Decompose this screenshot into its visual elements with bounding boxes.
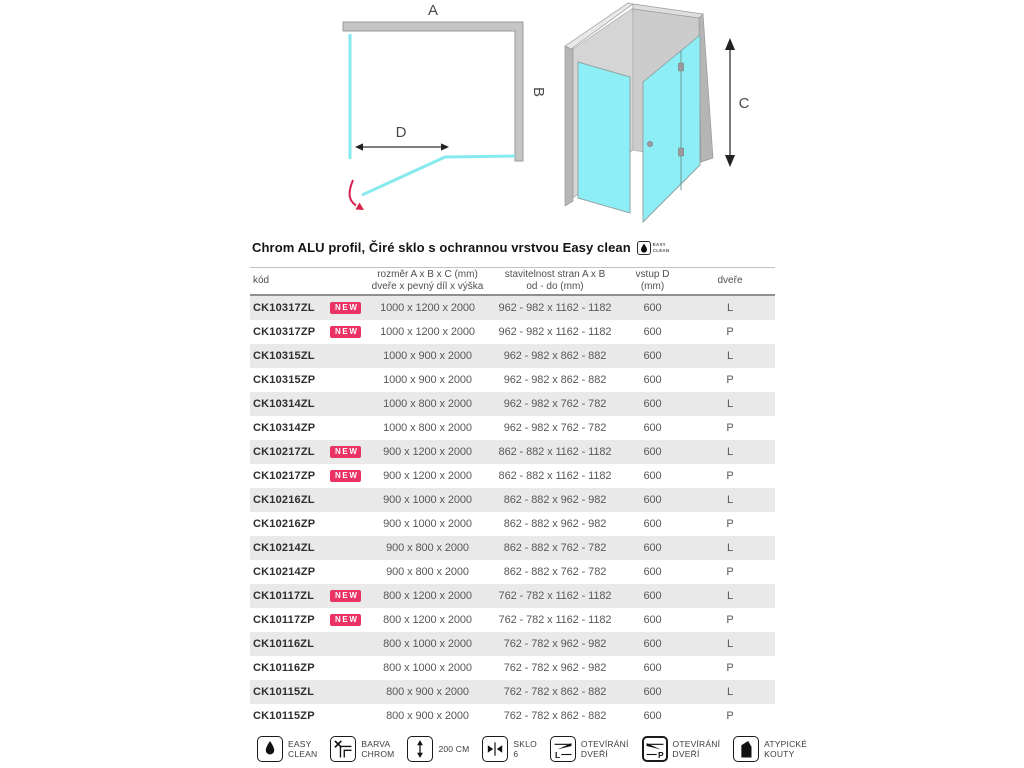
door-knob	[647, 141, 652, 146]
easy-clean-badge	[637, 241, 670, 255]
product-code: CK10315ZL	[253, 350, 315, 362]
size-value: 900 x 1000 x 2000	[383, 494, 472, 506]
size-value: 800 x 1200 x 2000	[383, 590, 472, 602]
height-arrow	[725, 38, 735, 167]
product-code: CK10115ZP	[253, 710, 315, 722]
table-row	[250, 368, 775, 392]
table-row	[250, 704, 775, 728]
door-value: P	[726, 422, 734, 434]
new-badge: NEW	[330, 302, 361, 314]
dimension-label-b: B	[530, 86, 547, 98]
table-body	[250, 296, 775, 728]
table-row	[250, 440, 775, 464]
door-value: L	[726, 494, 734, 506]
dimension-label-d: D	[395, 124, 407, 141]
table-row	[250, 344, 775, 368]
table-row	[250, 512, 775, 536]
legend	[257, 736, 807, 762]
door-value: P	[726, 374, 734, 386]
product-code: CK10314ZP	[253, 422, 316, 434]
table-row	[250, 296, 775, 320]
size-value: 1000 x 1200 x 2000	[380, 302, 475, 314]
chrome-profile-icon	[330, 736, 356, 762]
entry-value: 600	[643, 614, 662, 626]
column-header-dvere: dveře	[717, 275, 743, 287]
door-value: L	[726, 398, 734, 410]
entry-value: 600	[643, 638, 662, 650]
table-row	[250, 320, 775, 344]
table-row	[250, 416, 775, 440]
entry-value: 600	[643, 374, 662, 386]
door-opening-right-icon	[642, 736, 668, 762]
column-header-kod: kód	[253, 275, 270, 287]
column-header-rozmer: rozměr A x B x C (mm) dveře x pevný díl x výška	[371, 269, 484, 292]
legend-item-opening-left: L OTEVÍRÁNÍ DVEŘÍ	[550, 736, 629, 762]
product-code: CK10117ZP	[253, 614, 315, 626]
size-value: 800 x 1000 x 2000	[383, 638, 472, 650]
iso-view-diagram	[545, 0, 775, 240]
size-value: 1000 x 900 x 2000	[383, 374, 472, 386]
range-value: 762 - 782 x 862 - 882	[503, 686, 607, 698]
product-code: CK10315ZP	[253, 374, 316, 386]
product-code: CK10314ZL	[253, 398, 315, 410]
range-value: 762 - 782 x 1162 - 1182	[498, 614, 612, 626]
entry-value: 600	[643, 326, 662, 338]
page-title: Chrom ALU profil, Čiré sklo s ochrannou vrstvou Easy clean	[252, 240, 631, 255]
legend-item-opening-right: P OTEVÍRÁNÍ DVEŘÍ	[642, 736, 721, 762]
door-value: L	[726, 350, 734, 362]
product-code: CK10214ZP	[253, 566, 316, 578]
table-row	[250, 488, 775, 512]
entry-value: 600	[643, 590, 662, 602]
entry-value: 600	[643, 494, 662, 506]
door-value: L	[726, 590, 734, 602]
size-value: 800 x 1000 x 2000	[383, 662, 472, 674]
table-header	[250, 267, 775, 296]
range-value: 962 - 982 x 862 - 882	[503, 374, 607, 386]
legend-item-easy-clean: EASY CLEAN	[257, 736, 317, 762]
entry-value: 600	[643, 422, 662, 434]
door-value: L	[726, 638, 734, 650]
table-row	[250, 608, 775, 632]
entry-value: 600	[643, 566, 662, 578]
table-row	[250, 584, 775, 608]
easy-clean-badge-label: EASY CLEAN	[652, 242, 670, 253]
hinge-top	[679, 63, 684, 71]
dimension-label-a: A	[427, 2, 439, 19]
range-value: 862 - 882 x 962 - 982	[503, 518, 607, 530]
range-value: 762 - 782 x 862 - 882	[503, 710, 607, 722]
entry-value: 600	[643, 542, 662, 554]
door-glass-open-plan	[362, 156, 515, 195]
fixed-glass-panel-iso	[578, 62, 630, 213]
size-value: 1000 x 900 x 2000	[383, 350, 472, 362]
new-badge: NEW	[330, 326, 361, 338]
entry-value: 600	[643, 686, 662, 698]
range-value: 962 - 982 x 762 - 782	[503, 422, 607, 434]
size-value: 800 x 1200 x 2000	[383, 614, 472, 626]
entry-value: 600	[643, 518, 662, 530]
product-code: CK10115ZL	[253, 686, 315, 698]
legend-item-barva-chrom: BARVA CHROM	[330, 736, 394, 762]
svg-text:L: L	[554, 749, 561, 760]
door-value: L	[726, 686, 734, 698]
door-value: P	[726, 662, 734, 674]
range-value: 862 - 882 x 762 - 782	[503, 542, 607, 554]
product-code: CK10217ZP	[253, 470, 316, 482]
table-row	[250, 536, 775, 560]
range-value: 762 - 782 x 1162 - 1182	[498, 590, 612, 602]
range-value: 962 - 982 x 762 - 782	[503, 398, 607, 410]
door-value: P	[726, 518, 734, 530]
table-row	[250, 392, 775, 416]
column-header-stavitelnost: stavitelnost stran A x B od - do (mm)	[504, 269, 606, 292]
atypical-corner-icon	[733, 736, 759, 762]
column-header-vstup: vstup D (mm)	[635, 269, 670, 292]
size-value: 1000 x 800 x 2000	[383, 398, 472, 410]
product-code: CK10216ZL	[253, 494, 315, 506]
table-row	[250, 680, 775, 704]
new-badge: NEW	[330, 470, 361, 482]
hinge-bottom	[679, 148, 684, 156]
size-value: 900 x 1000 x 2000	[383, 518, 472, 530]
size-value: 1000 x 800 x 2000	[383, 422, 472, 434]
door-value: L	[726, 446, 734, 458]
door-swing-arrow	[350, 180, 364, 210]
door-value: L	[726, 302, 734, 314]
product-code: CK10317ZP	[253, 326, 316, 338]
table-row	[250, 464, 775, 488]
entry-value: 600	[643, 398, 662, 410]
range-value: 862 - 882 x 962 - 982	[503, 494, 607, 506]
table-row	[250, 656, 775, 680]
product-code: CK10116ZL	[253, 638, 315, 650]
door-value: L	[726, 542, 734, 554]
size-value: 1000 x 1200 x 2000	[380, 326, 475, 338]
legend-item-height: 200 CM	[407, 736, 469, 762]
range-value: 862 - 882 x 1162 - 1182	[498, 470, 612, 482]
entry-value: 600	[643, 710, 662, 722]
entry-value: 600	[643, 446, 662, 458]
range-value: 962 - 982 x 862 - 882	[503, 350, 607, 362]
dimension-label-c: C	[738, 95, 750, 112]
table-row	[250, 632, 775, 656]
range-value: 962 - 982 x 1162 - 1182	[498, 302, 612, 314]
legend-item-atypical: ATYPICKÉ KOUTY	[733, 736, 807, 762]
product-code: CK10116ZP	[253, 662, 315, 674]
section-title	[252, 240, 669, 255]
product-code: CK10216ZP	[253, 518, 316, 530]
door-value: P	[726, 710, 734, 722]
plan-view-diagram	[335, 0, 547, 222]
table-row	[250, 560, 775, 584]
entry-value: 600	[643, 470, 662, 482]
door-value: P	[726, 326, 734, 338]
size-value: 800 x 900 x 2000	[386, 710, 469, 722]
size-value: 800 x 900 x 2000	[386, 686, 469, 698]
size-value: 900 x 1200 x 2000	[383, 470, 472, 482]
height-arrow-icon	[407, 736, 433, 762]
product-code: CK10317ZL	[253, 302, 315, 314]
size-value: 900 x 1200 x 2000	[383, 446, 472, 458]
easy-clean-drop-icon	[637, 241, 651, 255]
range-value: 962 - 982 x 1162 - 1182	[498, 326, 612, 338]
product-code: CK10117ZL	[253, 590, 315, 602]
entry-value: 600	[643, 662, 662, 674]
svg-text:P: P	[657, 749, 664, 760]
door-value: P	[726, 470, 734, 482]
range-value: 762 - 782 x 962 - 982	[503, 662, 607, 674]
glass-thickness-icon	[482, 736, 508, 762]
size-value: 900 x 800 x 2000	[386, 566, 469, 578]
product-code: CK10217ZL	[253, 446, 315, 458]
range-value: 762 - 782 x 962 - 982	[503, 638, 607, 650]
door-opening-left-icon	[550, 736, 576, 762]
range-value: 862 - 882 x 1162 - 1182	[498, 446, 612, 458]
new-badge: NEW	[330, 614, 361, 626]
entry-value: 600	[643, 302, 662, 314]
legend-item-sklo: SKLO 6	[482, 736, 536, 762]
entry-value: 600	[643, 350, 662, 362]
wall-plan	[343, 22, 523, 161]
spec-table	[250, 267, 775, 728]
easy-clean-drop-icon	[257, 736, 283, 762]
door-width-arrow	[355, 143, 449, 150]
new-badge: NEW	[330, 446, 361, 458]
size-value: 900 x 800 x 2000	[386, 542, 469, 554]
door-value: P	[726, 614, 734, 626]
range-value: 862 - 882 x 762 - 782	[503, 566, 607, 578]
product-code: CK10214ZL	[253, 542, 315, 554]
door-value: P	[726, 566, 734, 578]
new-badge: NEW	[330, 590, 361, 602]
